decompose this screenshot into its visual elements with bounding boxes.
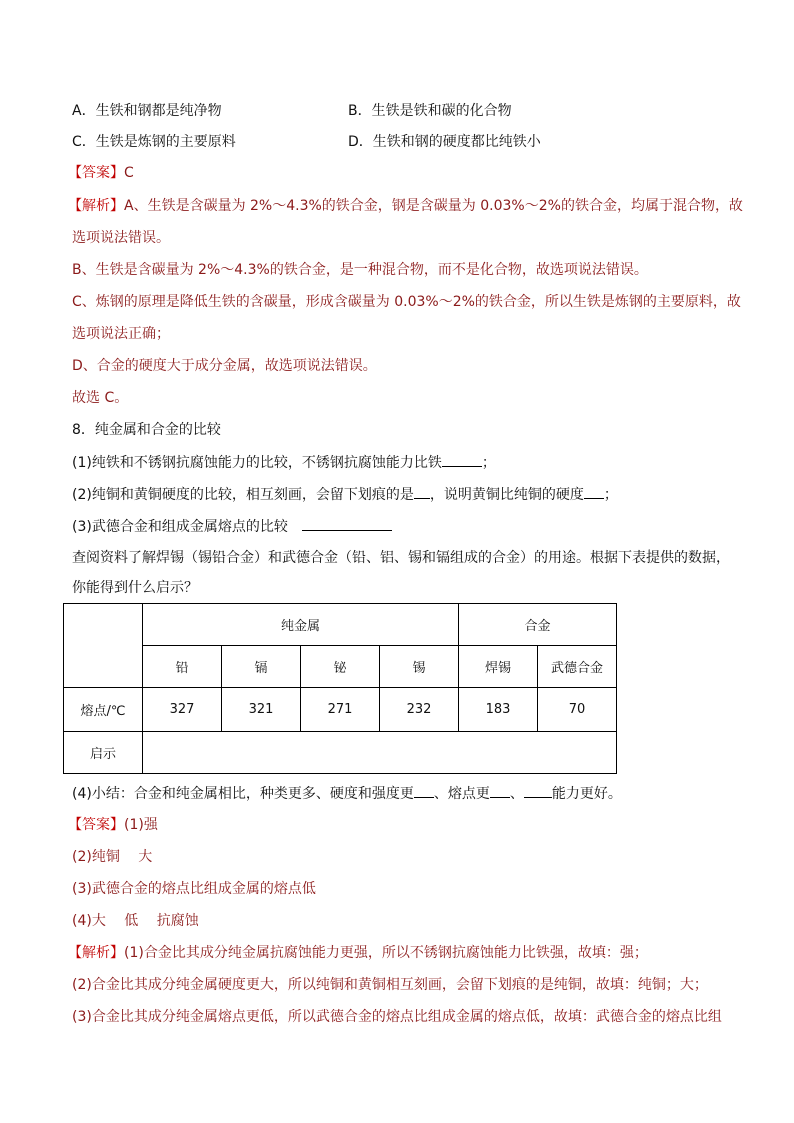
blank: [524, 783, 552, 798]
option-d: D．生铁和钢的硬度都比纯铁小: [348, 134, 541, 150]
q7-analysis-line-4: C、炼钢的原理是降低生铁的含碳量，形成含碳量为 0.03%～2%的铁合金，所以生铁是炼钢的主要原料，故: [72, 294, 741, 310]
q7-analysis-line-7: 故选 C。: [72, 390, 129, 406]
q8-sub-2: [72, 484, 618, 505]
q8-intro-1: 查阅资料了解焊锡（锡铅合金）和武德合金（铅、铝、锡和镉组成的合金）的用途。根据下表提供的数据，: [72, 550, 730, 566]
q8-analysis-line-3: (3)合金比其成分纯金属熔点更低，所以武德合金的熔点比组成金属的熔点低，故填：武德合金的熔点比组: [72, 1009, 722, 1025]
blank: [414, 484, 430, 499]
analysis-tag: 【解析】: [68, 198, 124, 214]
answer-value: (1)强: [124, 817, 158, 833]
table-value-cell: 327: [143, 688, 222, 732]
q8-sub-4-text-d: 能力更好。: [551, 786, 622, 802]
table-metal-header: 铅: [143, 646, 222, 688]
table-hint-label: 启示: [64, 732, 143, 774]
q7-analysis-line-6: D、合金的硬度大于成分金属，故选项说法错误。: [72, 358, 377, 374]
q8-sub-1-text: (1)纯铁和不锈钢抗腐蚀能力的比较，不锈钢抗腐蚀能力比铁: [72, 455, 442, 471]
q8-sub-3-text: (3)武德合金和组成金属熔点的比较: [72, 519, 288, 535]
q8-sub-4-text-a: (4)小结：合金和纯金属相比，种类更多、硬度和强度更: [72, 786, 414, 802]
q8-sub-1: [72, 452, 496, 473]
table-group-pure: 纯金属: [143, 604, 459, 646]
q8-sub-2-end: ；: [603, 487, 618, 503]
table-value-cell: 321: [222, 688, 301, 732]
table-metal-header: 焊锡: [459, 646, 538, 688]
q8-sub-4-text-c: 、: [509, 786, 524, 802]
table-value-cell: 183: [459, 688, 538, 732]
q8-analysis-line-2: (2)合金比其成分纯金属硬度更大，所以纯铜和黄铜相互刻画，会留下划痕的是纯铜，故填：纯铜；大；: [72, 977, 708, 993]
q8-title: 8．纯金属和合金的比较: [72, 422, 221, 438]
q8-sub-2-text-a: (2)纯铜和黄铜硬度的比较，相互刻画，会留下划痕的是: [72, 487, 414, 503]
table-value-cell: 70: [538, 688, 617, 732]
table-corner-cell: [64, 604, 143, 688]
table-metal-header: 镉: [222, 646, 301, 688]
q8-sub-3: [72, 516, 392, 537]
table-row-label: 熔点/℃: [64, 688, 143, 732]
q8-answer-3: (3)武德合金的熔点比组成金属的熔点低: [72, 881, 316, 897]
answer-value: C: [124, 165, 134, 181]
q8-answer-1: [68, 815, 158, 835]
table-value-cell: 232: [380, 688, 459, 732]
answer-tag: 【答案】: [68, 165, 124, 181]
q7-answer: [68, 163, 134, 183]
option-a: A．生铁和钢都是纯净物: [72, 103, 222, 119]
analysis-text: (1)合金比其成分纯金属抗腐蚀能力更强，所以不锈钢抗腐蚀能力比铁强，故填：强；: [124, 945, 648, 961]
blank: [584, 484, 604, 499]
q8-analysis-line-1: [68, 943, 648, 963]
blank: [414, 783, 434, 798]
blank: [490, 783, 510, 798]
q7-analysis-line-3: B、生铁是含碳量为 2%～4.3%的铁合金，是一种混合物，而不是化合物，故选项说法错误。: [72, 262, 648, 278]
answer-tag: 【答案】: [68, 817, 124, 833]
table-group-alloy: 合金: [459, 604, 617, 646]
blank: [302, 516, 392, 531]
q7-analysis-line-5: 选项说法正确；: [72, 326, 170, 342]
table-metal-header: 铋: [301, 646, 380, 688]
q8-sub-1-end: ；: [481, 455, 496, 471]
q7-analysis-line-2: 选项说法错误。: [72, 230, 170, 246]
q8-intro-2: 你能得到什么启示？: [72, 580, 198, 596]
q8-sub-2-text-b: ，说明黄铜比纯铜的硬度: [429, 487, 584, 503]
q7-analysis-line-1: [68, 196, 743, 216]
table-hint-cell: [143, 732, 617, 774]
analysis-tag: 【解析】: [68, 945, 124, 961]
option-b: B．生铁是铁和碳的化合物: [348, 103, 512, 119]
table-metal-header: 锡: [380, 646, 459, 688]
melting-point-table: [63, 603, 617, 774]
option-c: C．生铁是炼钢的主要原料: [72, 134, 236, 150]
q8-sub-4: [72, 783, 622, 804]
q8-sub-4-text-b: 、熔点更: [433, 786, 490, 802]
table-metal-header: 武德合金: [538, 646, 617, 688]
analysis-text: A、生铁是含碳量为 2%～4.3%的铁合金，钢是含碳量为 0.03%～2%的铁合金，均属于混合物，故: [124, 198, 743, 214]
blank: [442, 452, 482, 467]
q8-answer-4: (4)大 低 抗腐蚀: [72, 913, 199, 929]
q8-answer-2: (2)纯铜 大: [72, 849, 153, 865]
table-value-cell: 271: [301, 688, 380, 732]
